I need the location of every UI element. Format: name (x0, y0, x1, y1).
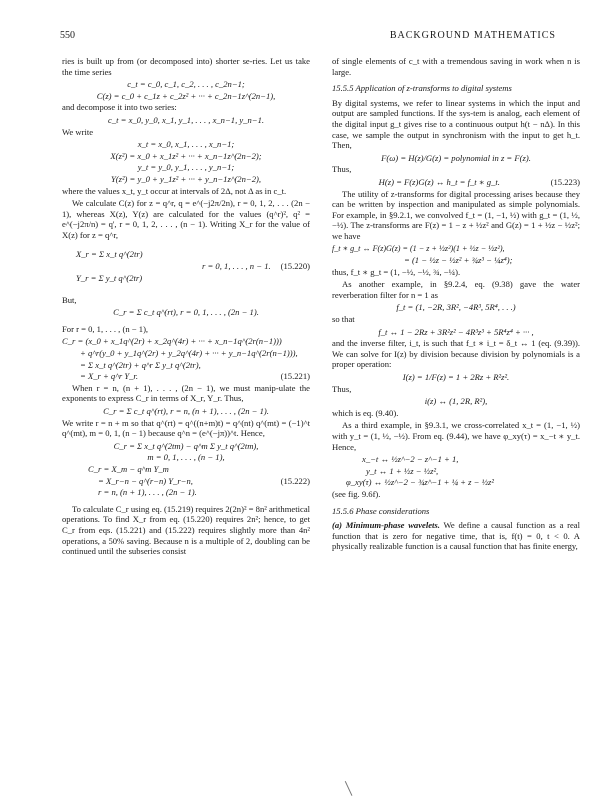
equation-block (62, 249, 310, 284)
paragraph: When r = n, (n + 1), . . . , (2n − 1), we must manip-ulate the exponents to express C_r in terms of X_r, Y_r. Thus, (62, 382, 310, 404)
equation: C(z) = c_0 + c_1z + c_2z² + ··· + c_2n−1z^(2n−1), (96, 90, 276, 101)
paragraph: Thus, (332, 383, 352, 394)
equation: C_r = Σ c_t q^(rt), r = n, (n + 1), . . . , (2n − 1). (103, 406, 269, 417)
paragraph: For r = 0, 1, . . . , (n − 1), (62, 323, 149, 334)
paragraph: Thus, (332, 164, 352, 175)
equation: = X_r + q^r Y_r. (15.221) (80, 371, 310, 382)
equation: Y(z²) = y_0 + y_1z² + ··· + y_n−1z^(2n−2), (110, 173, 262, 184)
equation-number: (15.220) (280, 260, 310, 271)
equation: Y_r = Σ y_t q^(2tr) (76, 273, 143, 284)
equation-range: r = 0, 1, . . . , n − 1. (201, 260, 271, 271)
paragraph: and decompose it into two series: (62, 102, 177, 113)
equation: = Σ x_t q^(2tr) + q^r Σ y_t q^(2tr), (80, 359, 201, 370)
paragraph: As another example, in §9.2.4, eq. (9.38) gave the water reverberation filter for n = 1 as (332, 279, 580, 300)
paragraph: thus, f_t ∗ g_t = (1, −½, −½, ¾, −¼). (332, 266, 461, 277)
equation-number: (15.222) (280, 475, 310, 486)
equation: r = n, (n + 1), . . . , (2n − 1). (98, 487, 197, 498)
equation: = (1 − ½z − ½z² + ¾z³ − ¼z⁴); (404, 255, 513, 266)
equation: φ_xy(τ) ↔ ½z^−2 − ¾z^−1 + ¼ + z − ½z² (346, 477, 494, 488)
section-heading: 15.5.5 Application of z-transforms to digital systems (332, 83, 512, 94)
paragraph: By digital systems, we refer to linear systems in which the input and output are sampled functions. If the sys-tem is analog, each element of the digital input g_t gives rise to a continuous output h(t − nΔ). In this case, we sample the output in synchronism with the input to get h_t. Then, (332, 97, 580, 151)
paragraph: To calculate C_r using eq. (15.219) requires 2(2n)² = 8n² arithmetical operations. To find X_r from eq. (15.220) requires 2n²; hence, to get C_r from eqs. (15.221) and (15.222) requires slightly more than 4n² operations, a 50% saving. Because n is a multiple of 2, doubling can be continued until the subseries consist (62, 503, 311, 557)
equation: c_t = x_0, y_0, x_1, y_1, . . . , x_n−1, y_n−1. (107, 114, 265, 125)
equation: x_−t ↔ ½z^−2 − z^−1 + 1, (362, 454, 459, 465)
run-in-heading: (a) Minimum-phase wavelets. (332, 520, 440, 531)
equation: m = 0, 1, . . . , (n − 1), (147, 452, 225, 463)
paragraph: which is eq. (9.40). (332, 407, 399, 418)
equation: f_t = (1, −2R, 3R², −4R³, 5R⁴, . . .) (396, 302, 516, 313)
paragraph: We write (62, 126, 94, 137)
right-column (332, 56, 580, 554)
equation: x_t = x_0, x_1, . . . , x_n−1; (137, 139, 235, 150)
equation: C_r = Σ x_t q^(2tm) − q^m Σ y_t q^(2tm), (113, 440, 259, 451)
equation: C_r = X_m − q^m Y_m (88, 464, 169, 474)
equation-number: (15.221) (280, 371, 310, 382)
section-heading: 15.5.6 Phase considerations (332, 505, 430, 516)
equation: F(ω) = H(z)/G(z) = polynomial in z = F(z). (381, 152, 531, 163)
equation: i(z) ↔ (1, 2R, R²), (424, 396, 488, 407)
equation: X(z²) = x_0 + x_1z² + ··· + x_n−1z^(2n−2); (110, 150, 262, 161)
equation: I(z) = 1/F(z) = 1 + 2Rz + R²z². (402, 372, 510, 383)
paragraph: (see fig. 9.6f). (332, 488, 381, 499)
equation: C_r = Σ c_t q^(rt), r = 0, 1, . . . , (2n − 1). (113, 307, 259, 318)
equation: y_t = y_0, y_1, . . . , y_n−1; (137, 162, 235, 173)
paragraph: We write r = n + m so that q^(rt) = q^((n+m)t) = q^(nt) q^(mt) = (−1)^t q^(mt), m = 0, 1, (n − 1) because q^n = (e^(−jπ))^t. Hence, (62, 417, 310, 439)
paragraph-text: We define a causal function as a real function that is zero for negative time, that is, f(t) = 0, t < 0. A physically realizable function is a causal function that has finite energy, (332, 520, 580, 552)
page-number: 550 (60, 30, 75, 41)
left-column (62, 56, 310, 559)
paragraph: We calculate C(z) for z = q^r, q = e^(−j2π/2n), r = 0, 1, 2, . . . (2n − 1), whereas X(z), Y(z) are calculated for the values (q^r)², q² = e^(−j2π/n) = q', r = 0, 1, 2, . . . , (n − 1). Writing X_r for the value of X(z) for z = q^r, (62, 198, 310, 240)
equation: f_t ∗ g_t ↔ F(z)G(z) = (1 − z + ½z²)(1 + ½z − ½z²), (332, 243, 505, 253)
paragraph: As a third example, in §9.3.1, we cross-correlated x_t = (1, −1, ½) with y_t = (1, ½, −½). From eq. (9.44), we have φ_xy(τ) = x_−t ∗ y_t. Hence, (332, 420, 580, 452)
equation: y_t ↔ 1 + ½z − ½z², (366, 465, 439, 476)
paragraph: so that (332, 314, 355, 325)
paragraph: ries is built up from (or decomposed into) shorter se-ries. Let us take the time series (62, 56, 310, 77)
paragraph: But, (62, 294, 77, 305)
equation: + q^r(y_0 + y_1q^(2r) + y_2q^(4r) + ··· + y_n−1q^(2r(n−1))), (80, 348, 298, 359)
paragraph (332, 520, 580, 552)
pencil-mark (345, 780, 354, 796)
equation: = X_r−n − q^(r−n) Y_r−n, (15.222) (98, 475, 310, 486)
paragraph: and the inverse filter, i_t, is such that f_t ∗ i_t = δ_t ↔ 1 (eq. (9.39)). We can solve for I(z) by division because division by polynomials is a proper operation: (332, 338, 580, 370)
page-header (60, 30, 556, 44)
equation: c_t = c_0, c_1, c_2, . . . , c_2n−1; (127, 79, 245, 90)
equation: C_r = (x_0 + x_1q^(2r) + x_2q^(4r) + ··· + x_n−1q^(2r(n−1))) (62, 336, 282, 347)
paragraph: The utility of z-transforms for digital processing arises because they can be written by inspection and manipulated as simple polynomials. For example, in §9.2.1, we convolved f_t = (1, −1, ½) with g_t = (1, ½, −½). The z-transforms are F(z) = 1 − z + ½z² and G(z) = 1 + ½z − ½z²; we have (332, 188, 580, 241)
running-title: BACKGROUND MATHEMATICS (389, 30, 556, 41)
paragraph: of single elements of c_t with a tremendous saving in work when n is large. (332, 56, 580, 77)
equation: H(z) = F(z)G(z) ↔ h_t = f_t ∗ g_t. (15.223) (378, 176, 580, 187)
equation: X_r = Σ x_t q^(2tr) (76, 248, 143, 259)
equation: f_t ↔ 1 − 2Rz + 3R²z² − 4R³z³ + 5R⁴z⁴ + ··· , (378, 326, 534, 337)
paragraph: where the values x_t, y_t occur at intervals of 2Δ, not Δ as in c_t. (62, 185, 287, 196)
equation-number: (15.223) (550, 176, 580, 187)
